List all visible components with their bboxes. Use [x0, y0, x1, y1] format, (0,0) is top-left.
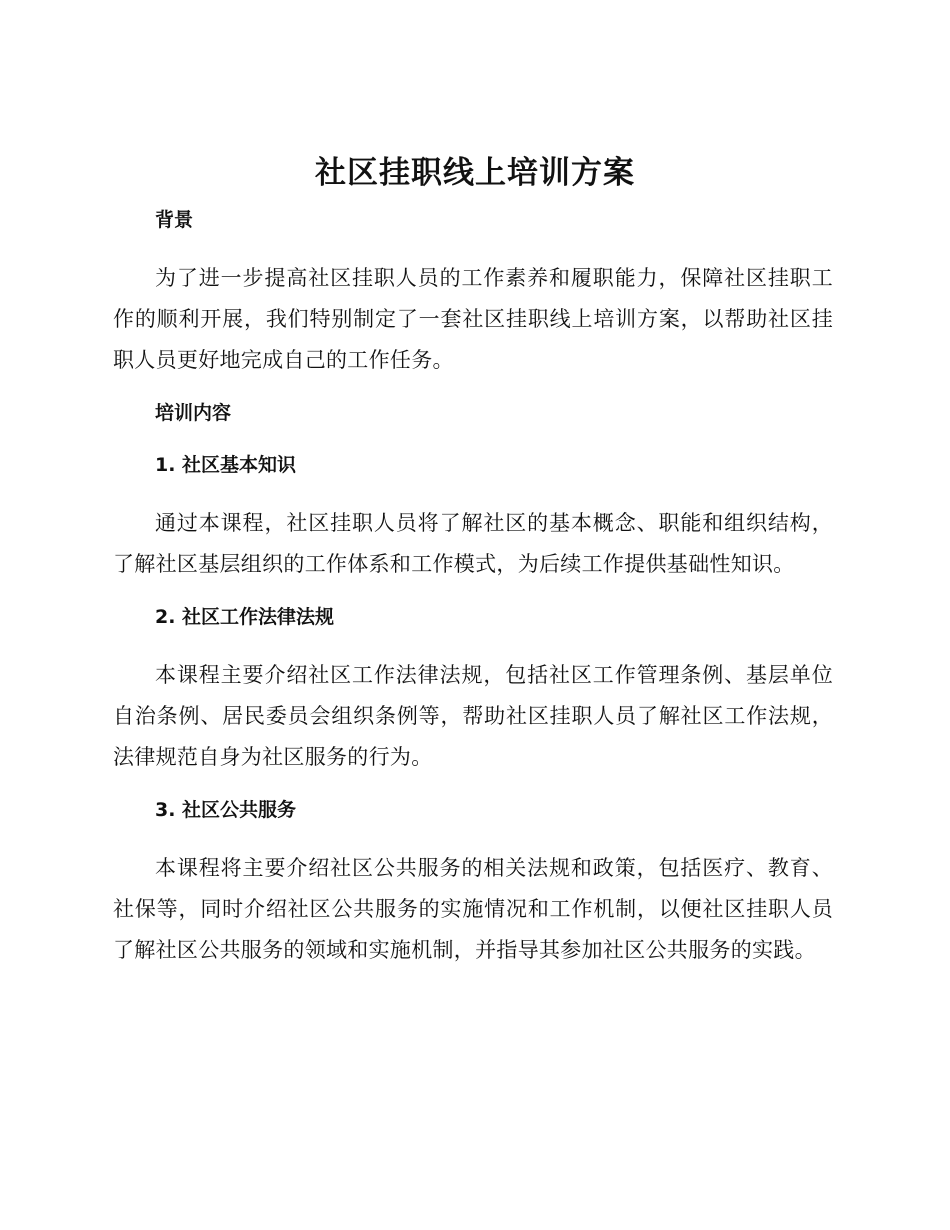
- section-heading-background: 背景: [155, 209, 194, 231]
- section-paragraph-laws-regulations: 本课程主要介绍社区工作法律法规，包括社区工作管理条例、基层单位自治条例、居民委员会组织条例等，帮助社区挂职人员了解社区工作法规，法律规范自身为社区服务的行为。: [113, 663, 833, 769]
- section-heading-public-services: 3. 社区公共服务: [155, 799, 297, 821]
- section-paragraph-basic-knowledge: 通过本课程，社区挂职人员将了解社区的基本概念、职能和组织结构，了解社区基层组织的工作体系和工作模式，为后续工作提供基础性知识。: [113, 511, 833, 576]
- section-paragraph-background: 为了进一步提高社区挂职人员的工作素养和履职能力，保障社区挂职工作的顺利开展，我们特别制定了一套社区挂职线上培训方案，以帮助社区挂职人员更好地完成自己的工作任务。: [113, 266, 833, 372]
- section-heading-basic-knowledge: 1. 社区基本知识: [155, 454, 297, 476]
- section-heading-training-content: 培训内容: [155, 402, 232, 424]
- document-body: [113, 202, 833, 971]
- section-paragraph-public-services: 本课程将主要介绍社区公共服务的相关法规和政策，包括医疗、教育、社保等，同时介绍社区公共服务的实施情况和工作机制，以便社区挂职人员了解社区公共服务的领域和实施机制，并指导其参加社区公共服务的实践。: [113, 856, 833, 962]
- document-title: 社区挂职线上培训方案: [315, 155, 635, 191]
- section-heading-laws-regulations: 2. 社区工作法律法规: [155, 606, 335, 628]
